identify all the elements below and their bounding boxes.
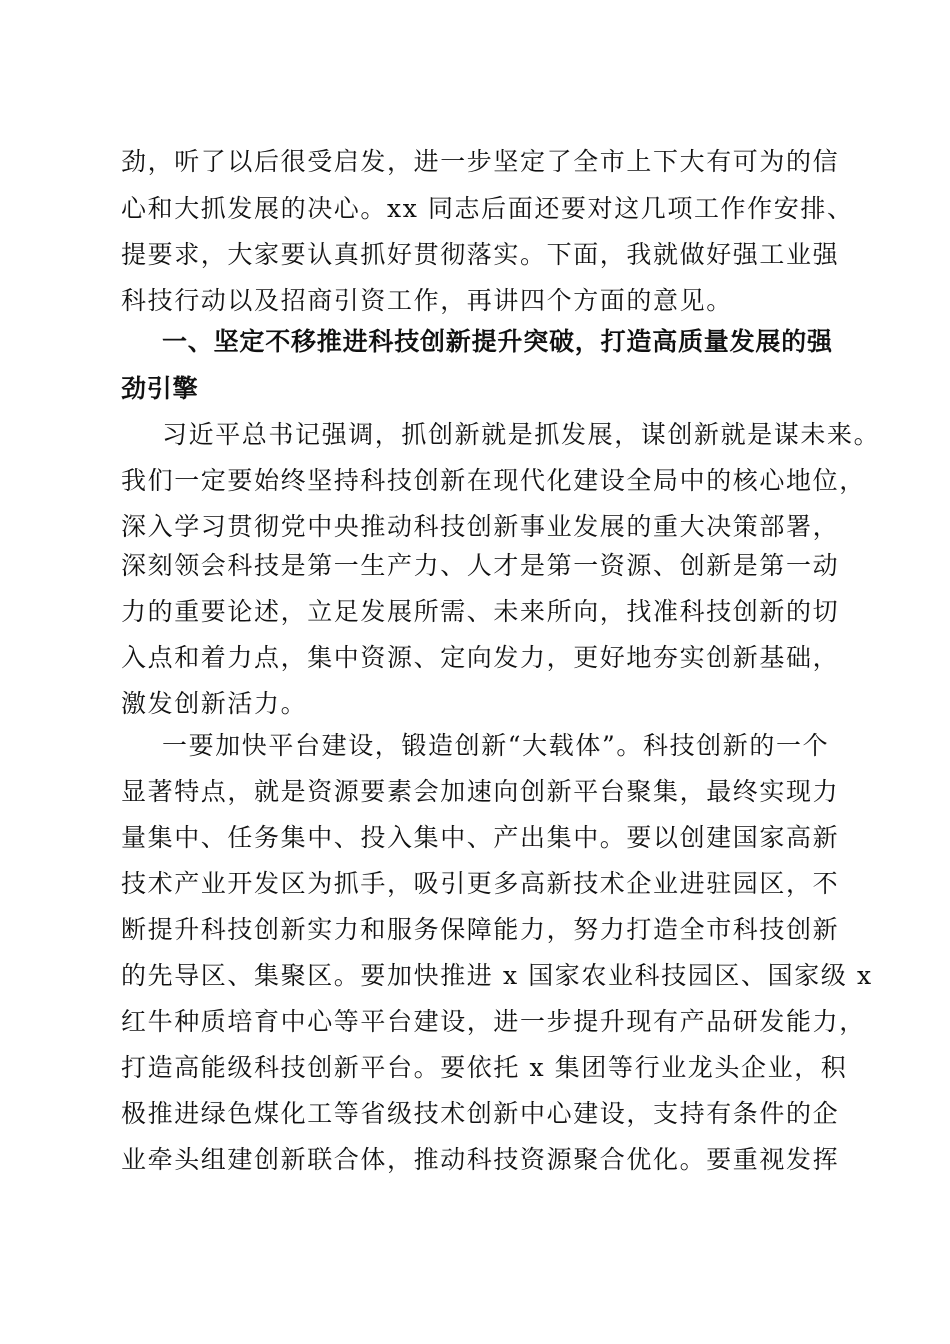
paragraph-line: 科技行动以及招商引资工作，再讲四个方面的意见。 (121, 286, 733, 315)
paragraph-line: 心和大抓发展的决心。xx 同志后面还要对这几项工作作安排、 (121, 194, 854, 223)
paragraph-line: 入点和着力点，集中资源、定向发力，更好地夯实创新基础， (121, 643, 840, 672)
paragraph-line: 一要加快平台建设，锻造创新“大载体”。科技创新的一个 (162, 731, 830, 760)
paragraph-line: 提要求，大家要认真抓好贯彻落实。下面，我就做好强工业强 (121, 240, 840, 269)
paragraph-line: 力的重要论述，立足发展所需、未来所向，找准科技创新的切 (121, 597, 840, 626)
paragraph-line: 量集中、任务集中、投入集中、产出集中。要以创建国家高新 (121, 823, 840, 852)
paragraph-line: 断提升科技创新实力和服务保障能力，努力打造全市科技创新 (121, 915, 840, 944)
section-heading: 劲引擎 (121, 374, 199, 403)
paragraph-line: 习近平总书记强调，抓创新就是抓发展，谋创新就是谋未来。 (162, 420, 881, 449)
paragraph-line: 的先导区、集聚区。要加快推进 x 国家农业科技园区、国家级 x (121, 961, 873, 990)
paragraph-line: 深刻领会科技是第一生产力、人才是第一资源、创新是第一动 (121, 551, 840, 580)
paragraph-line: 劲，听了以后很受启发，进一步坚定了全市上下大有可为的信 (121, 147, 840, 176)
paragraph-line: 极推进绿色煤化工等省级技术创新中心建设，支持有条件的企 (121, 1099, 840, 1128)
paragraph-line: 打造高能级科技创新平台。要依托 x 集团等行业龙头企业，积 (121, 1053, 848, 1082)
paragraph-line: 我们一定要始终坚持科技创新在现代化建设全局中的核心地位， (121, 466, 866, 495)
paragraph-line: 深入学习贯彻党中央推动科技创新事业发展的重大决策部署， (121, 512, 840, 541)
paragraph-line: 红牛种质培育中心等平台建设，进一步提升现有产品研发能力， (121, 1007, 866, 1036)
paragraph-line: 显著特点，就是资源要素会加速向创新平台聚集，最终实现力 (121, 777, 840, 806)
paragraph-line: 激发创新活力。 (121, 689, 308, 718)
section-heading: 一、坚定不移推进科技创新提升突破，打造高质量发展的强 (162, 327, 833, 356)
paragraph-line: 业牵头组建创新联合体，推动科技资源聚合优化。要重视发挥 (121, 1145, 840, 1174)
paragraph-line: 技术产业开发区为抓手，吸引更多高新技术企业进驻园区，不 (121, 869, 840, 898)
